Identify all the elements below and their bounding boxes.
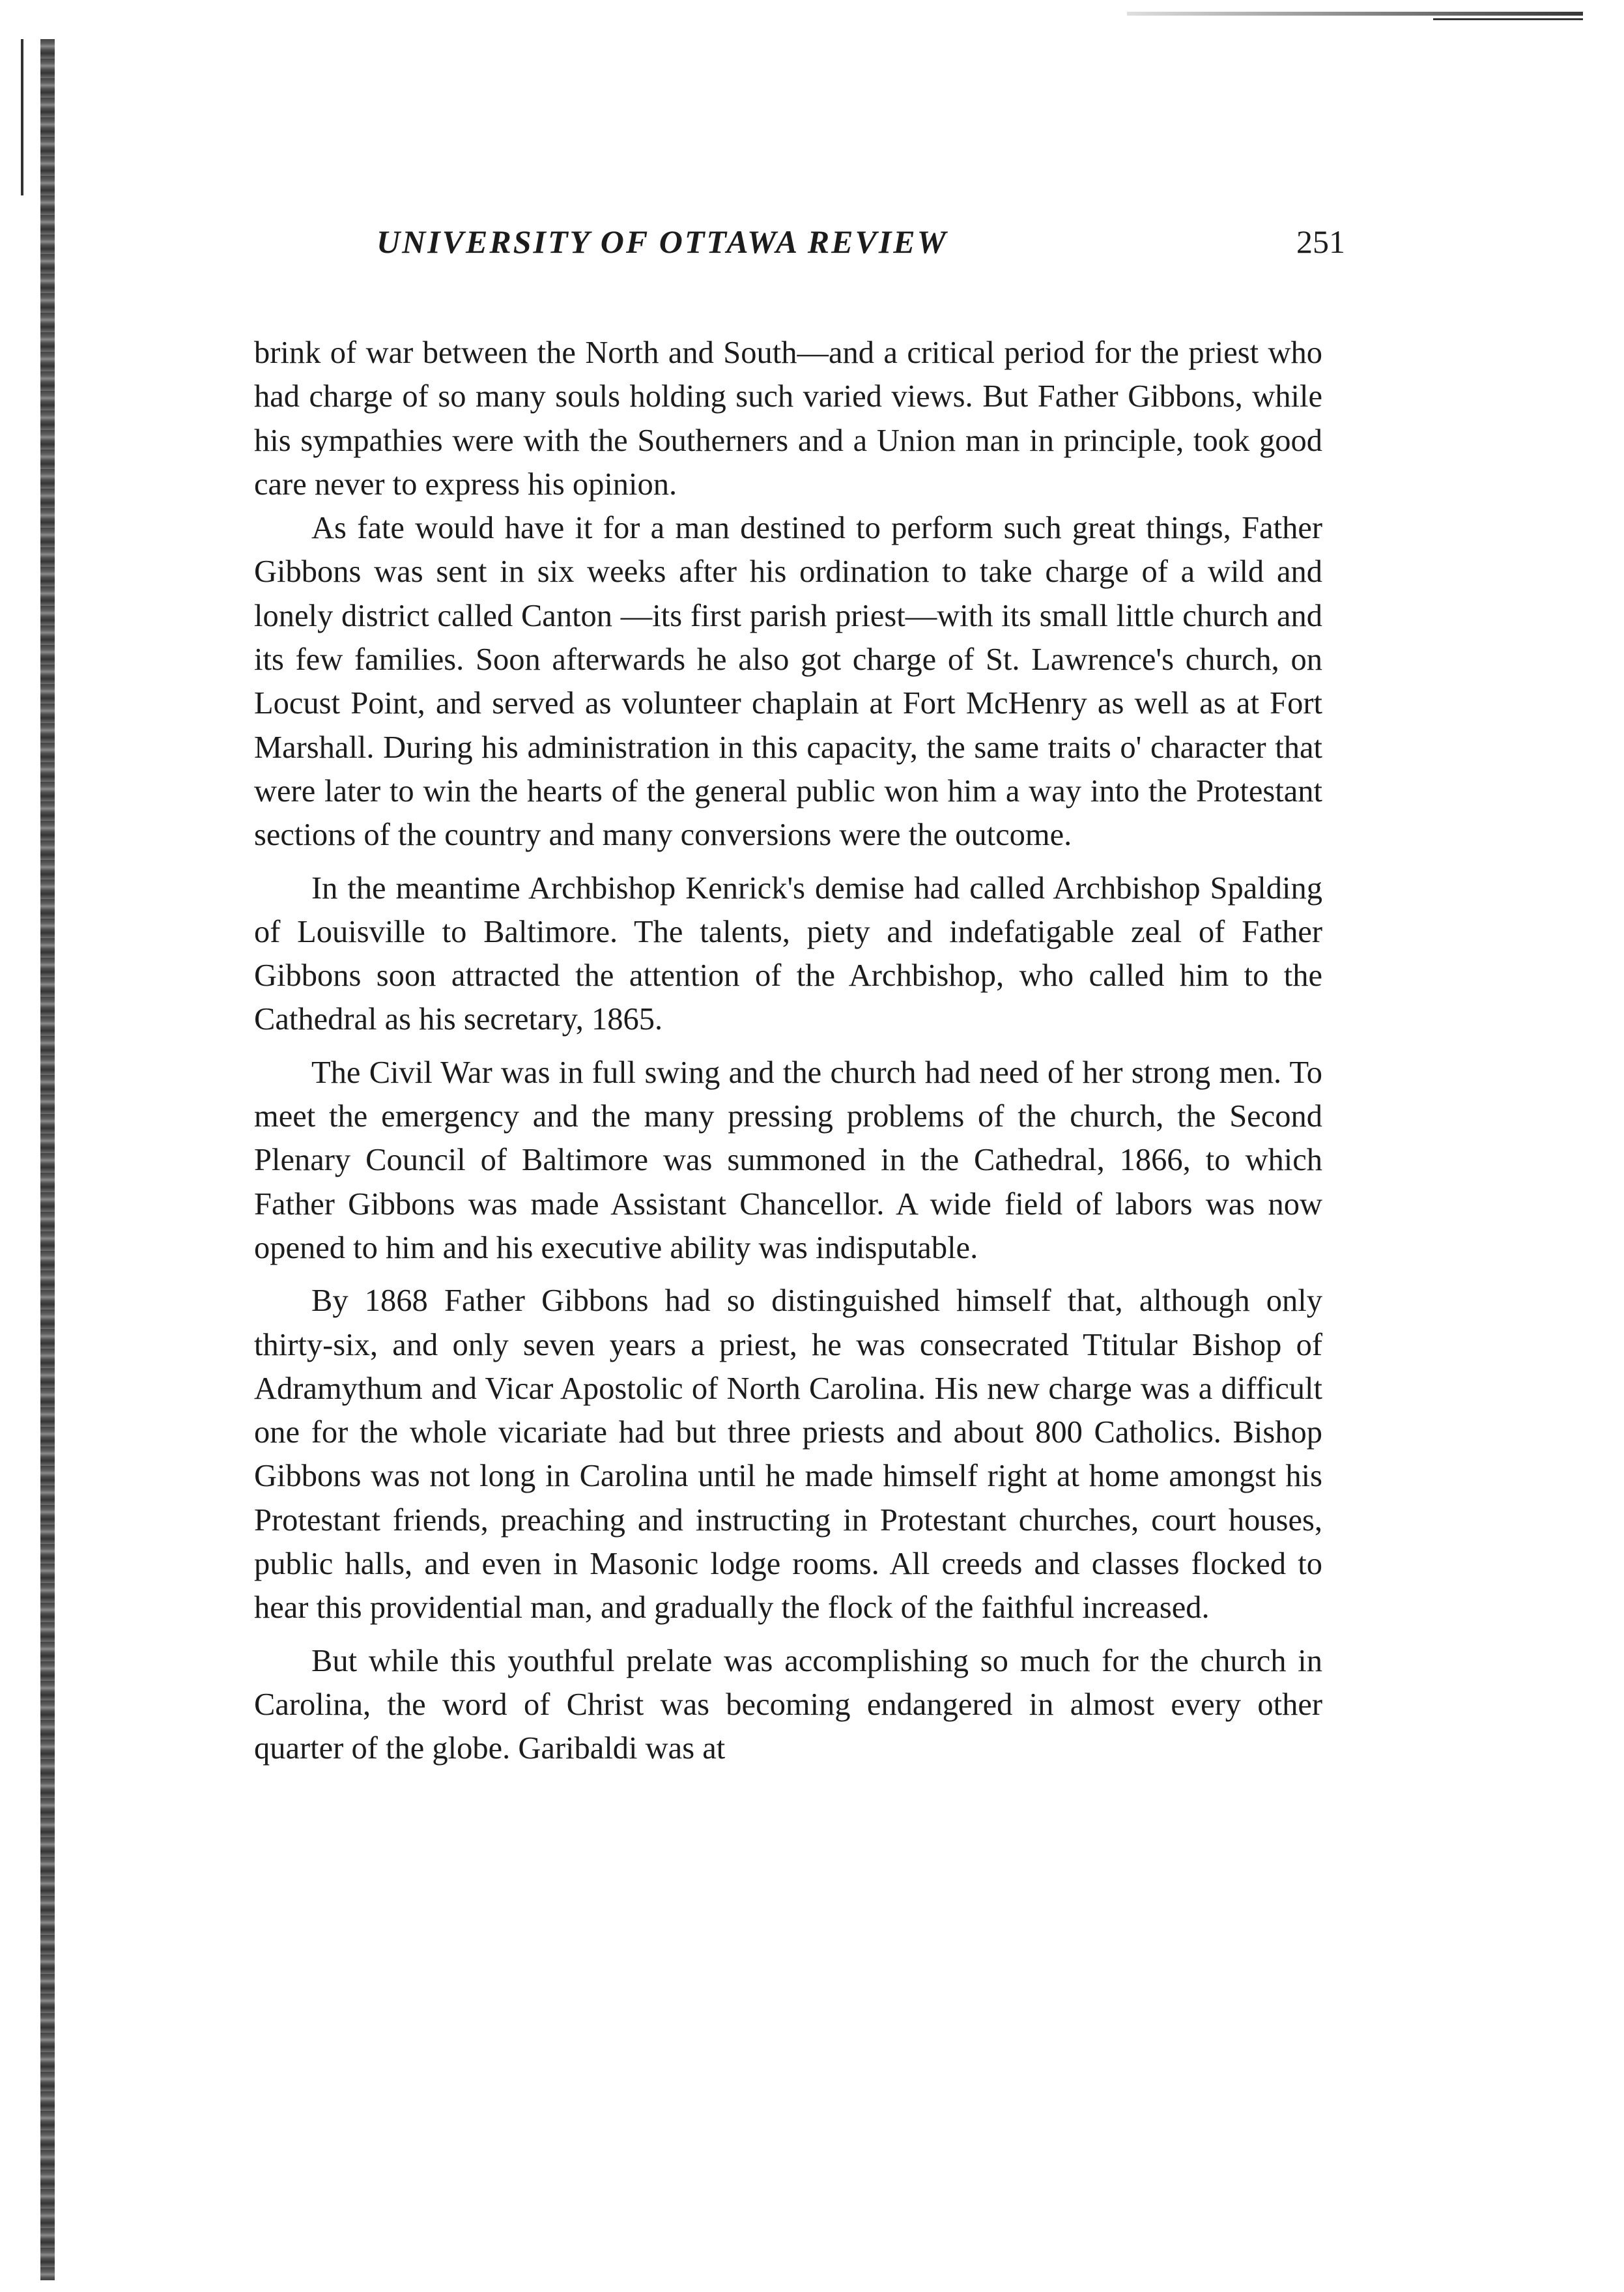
page-number: 251 xyxy=(1296,223,1345,260)
paragraph: brink of war between the North and South—and a critical period for the priest who had charge of so many souls holding such varied views. But Father Gibbons, while his sympathies were with the Southerners and a Union man in principle, took good care never to express his opinion. xyxy=(254,336,1322,502)
running-header xyxy=(377,223,1354,268)
top-edge-rule-accent xyxy=(1433,18,1583,20)
running-title: UNIVERSITY OF OTTAWA REVIEW xyxy=(377,223,948,260)
page-binding-edge xyxy=(40,39,55,2280)
paragraph: The Civil War was in full swing and the church had need of her strong men. To meet the emergency and the many pressing problems of the church, the Second Plenary Council of Baltimore was summoned in the Cathedral, 1866, to which Father Gibbons was made Assistant Chancellor. A wide field of labors was now opened to him and his executive ability was indisputable. xyxy=(254,1055,1322,1265)
body-text xyxy=(254,331,1322,1771)
top-edge-rule xyxy=(1127,12,1583,16)
paragraph: By 1868 Father Gibbons had so distinguished himself that, although only thirty-six, and only seven years a priest, he was consecrated Ttitular Bishop of Adramythum and Vicar Apostolic of North Carolina. His new charge was a difficult one for the whole vicariate had but three priests and about 800 Catholics. Bishop Gibbons was not long in Carolina until he made himself right at home amongst his Protestant friends, preaching and instructing in Protestant churches, court houses, public halls, and even in Masonic lodge rooms. All creeds and classes flocked to hear this providential man, and gradually the flock of the faithful increased. xyxy=(254,1283,1322,1626)
paragraph: In the meantime Archbishop Kenrick's demise had called Archbishop Spalding of Louisville to Baltimore. The talents, piety and indefatigable zeal of Father Gibbons soon attracted the attention of the Archbishop, who called him to the Cathedral as his secretary, 1865. xyxy=(254,870,1322,1037)
page-binding-shadow xyxy=(21,39,23,195)
paragraph: But while this youthful prelate was accomplishing so much for the church in Carolina, the word of Christ was becoming endangered in almost every other quarter of the globe. Garibaldi was at xyxy=(254,1643,1322,1766)
paragraph: As fate would have it for a man destined to perform such great things, Father Gibbons was sent in six weeks after his ordination to take charge of a wild and lonely district called Canton —its first parish priest—with its small little church and its few families. Soon afterwards he also got charge of St. Lawrence's church, on Locust Point, and served as volunteer chaplain at Fort McHenry as well as at Fort Marshall. During his administration in this capacity, the same traits o' character that were later to win the hearts of the general public won him a way into the Protestant sections of the country and many conversions were the outcome. xyxy=(254,511,1322,853)
